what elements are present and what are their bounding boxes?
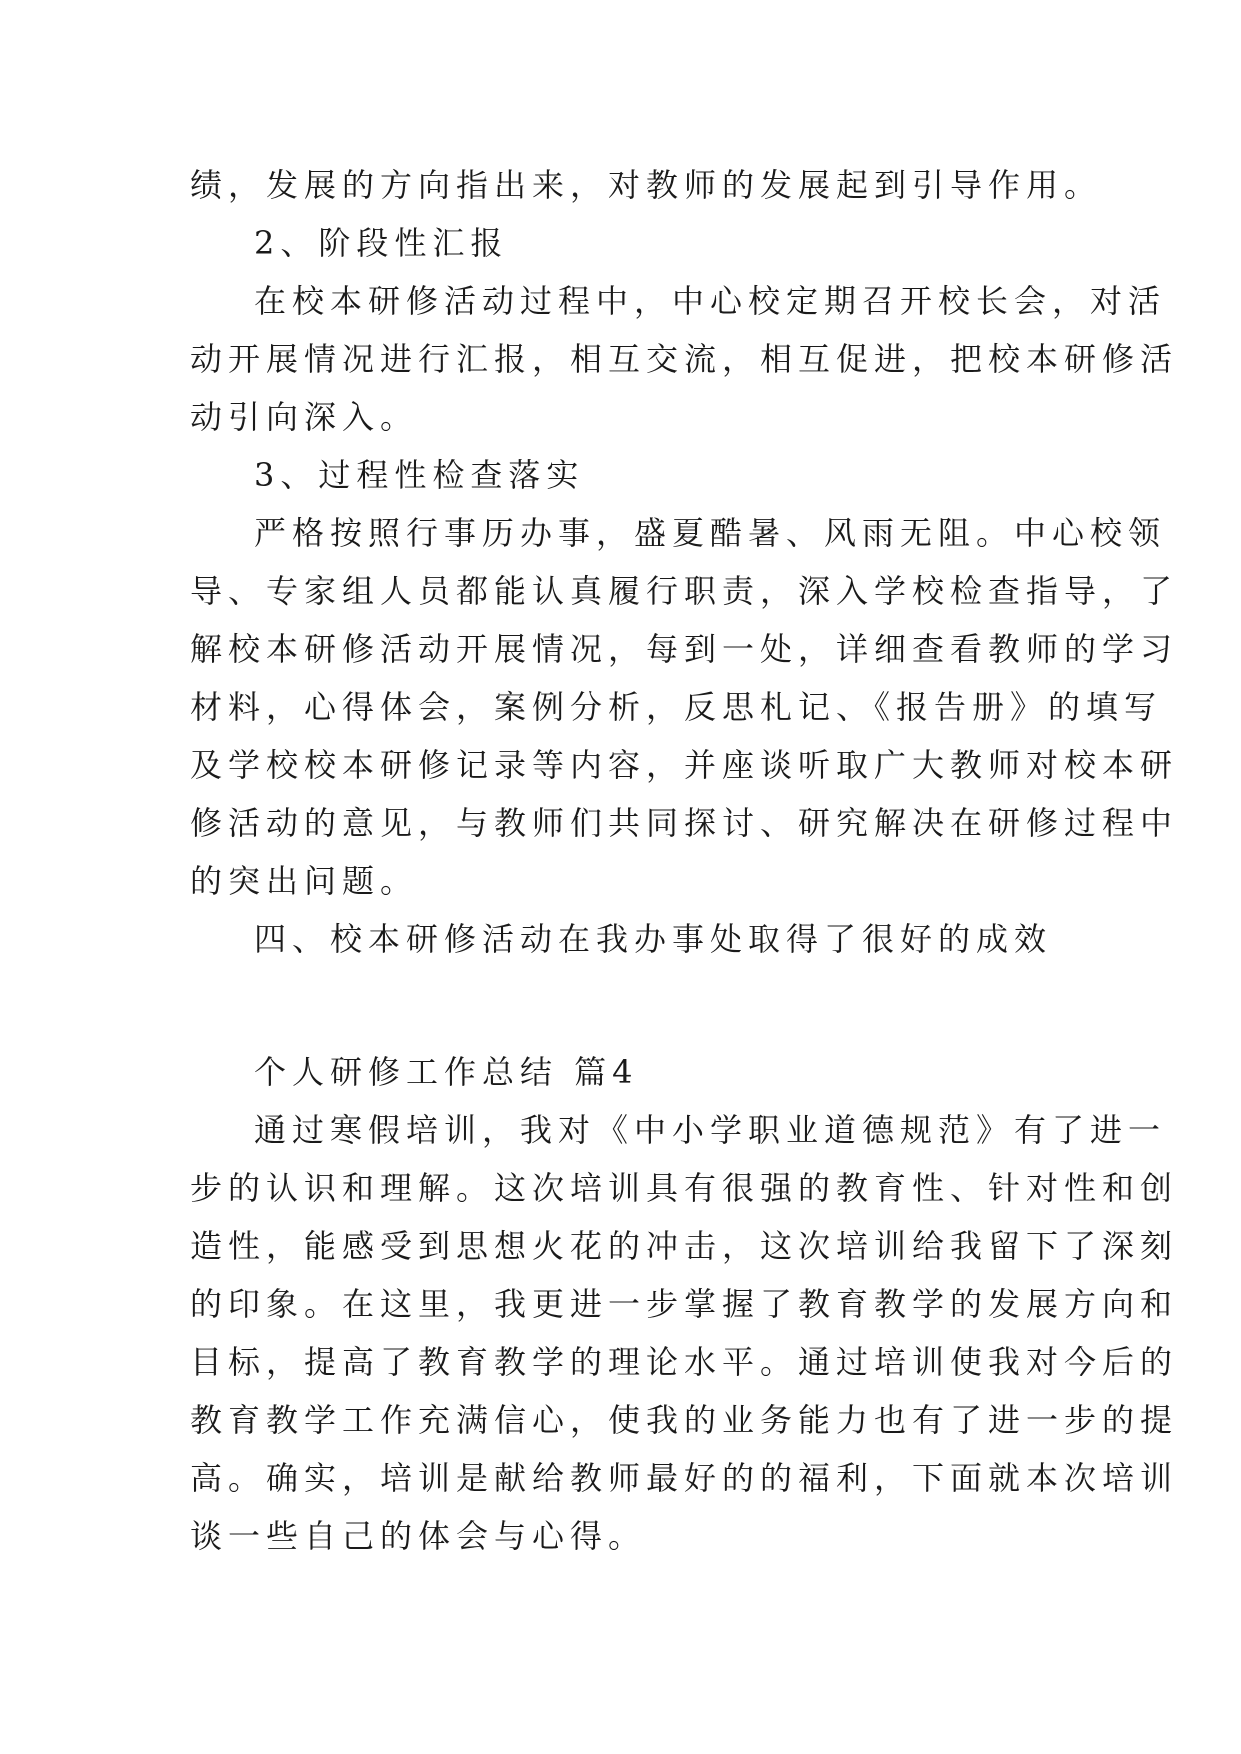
- paragraph-line: 严格按照行事历办事，盛夏酷暑、风雨无阻。中心校领: [254, 514, 1167, 552]
- paragraph-line: 的印象。在这里，我更进一步掌握了教育教学的发展方向和: [190, 1285, 1179, 1323]
- paragraph-line: 教育教学工作充满信心，使我的业务能力也有了进一步的提: [190, 1401, 1179, 1439]
- paragraph-line: 在校本研修活动过程中，中心校定期召开校长会，对活: [254, 282, 1167, 320]
- paragraph-line: 修活动的意见，与教师们共同探讨、研究解决在研修过程中: [190, 804, 1179, 842]
- paragraph-line: 通过寒假培训，我对《中小学职业道德规范》有了进一: [254, 1111, 1167, 1149]
- section-heading-results: 四、校本研修活动在我办事处取得了很好的成效: [254, 920, 1053, 958]
- paragraph-line: 步的认识和理解。这次培训具有很强的教育性、针对性和创: [190, 1169, 1179, 1207]
- paragraph-line: 解校本研修活动开展情况，每到一处，详细查看教师的学习: [190, 630, 1179, 668]
- bottom-section: [190, 1043, 1179, 1565]
- paragraph-line: 目标，提高了教育教学的理论水平。通过培训使我对今后的: [190, 1343, 1179, 1381]
- paragraph-line: 的突出问题。: [190, 862, 419, 900]
- paragraph-line: 材料，心得体会，案例分析，反思札记、《报告册》的填写: [190, 688, 1163, 726]
- paragraph-line: 绩，发展的方向指出来，对教师的发展起到引导作用。: [190, 166, 1103, 204]
- paragraph-line: 动开展情况进行汇报，相互交流，相互促进，把校本研修活: [190, 340, 1179, 378]
- article-heading: 个人研修工作总结 篇4: [254, 1053, 639, 1091]
- paragraph-line: 及学校校本研修记录等内容，并座谈听取广大教师对校本研: [190, 746, 1179, 784]
- paragraph-line: 谈一些自己的体会与心得。: [190, 1517, 647, 1555]
- paragraph-line: 导、专家组人员都能认真履行职责，深入学校检查指导，了: [190, 572, 1179, 610]
- subheading-process-check: 3、过程性检查落实: [254, 456, 585, 494]
- paragraph-line: 造性，能感受到思想火花的冲击，这次培训给我留下了深刻: [190, 1227, 1179, 1265]
- paragraph-line: 高。确实，培训是献给教师最好的的福利，下面就本次培训: [190, 1459, 1179, 1497]
- paragraph-line: 动引向深入。: [190, 398, 419, 436]
- subheading-stage-report: 2、阶段性汇报: [254, 224, 509, 262]
- top-section: [190, 156, 1179, 968]
